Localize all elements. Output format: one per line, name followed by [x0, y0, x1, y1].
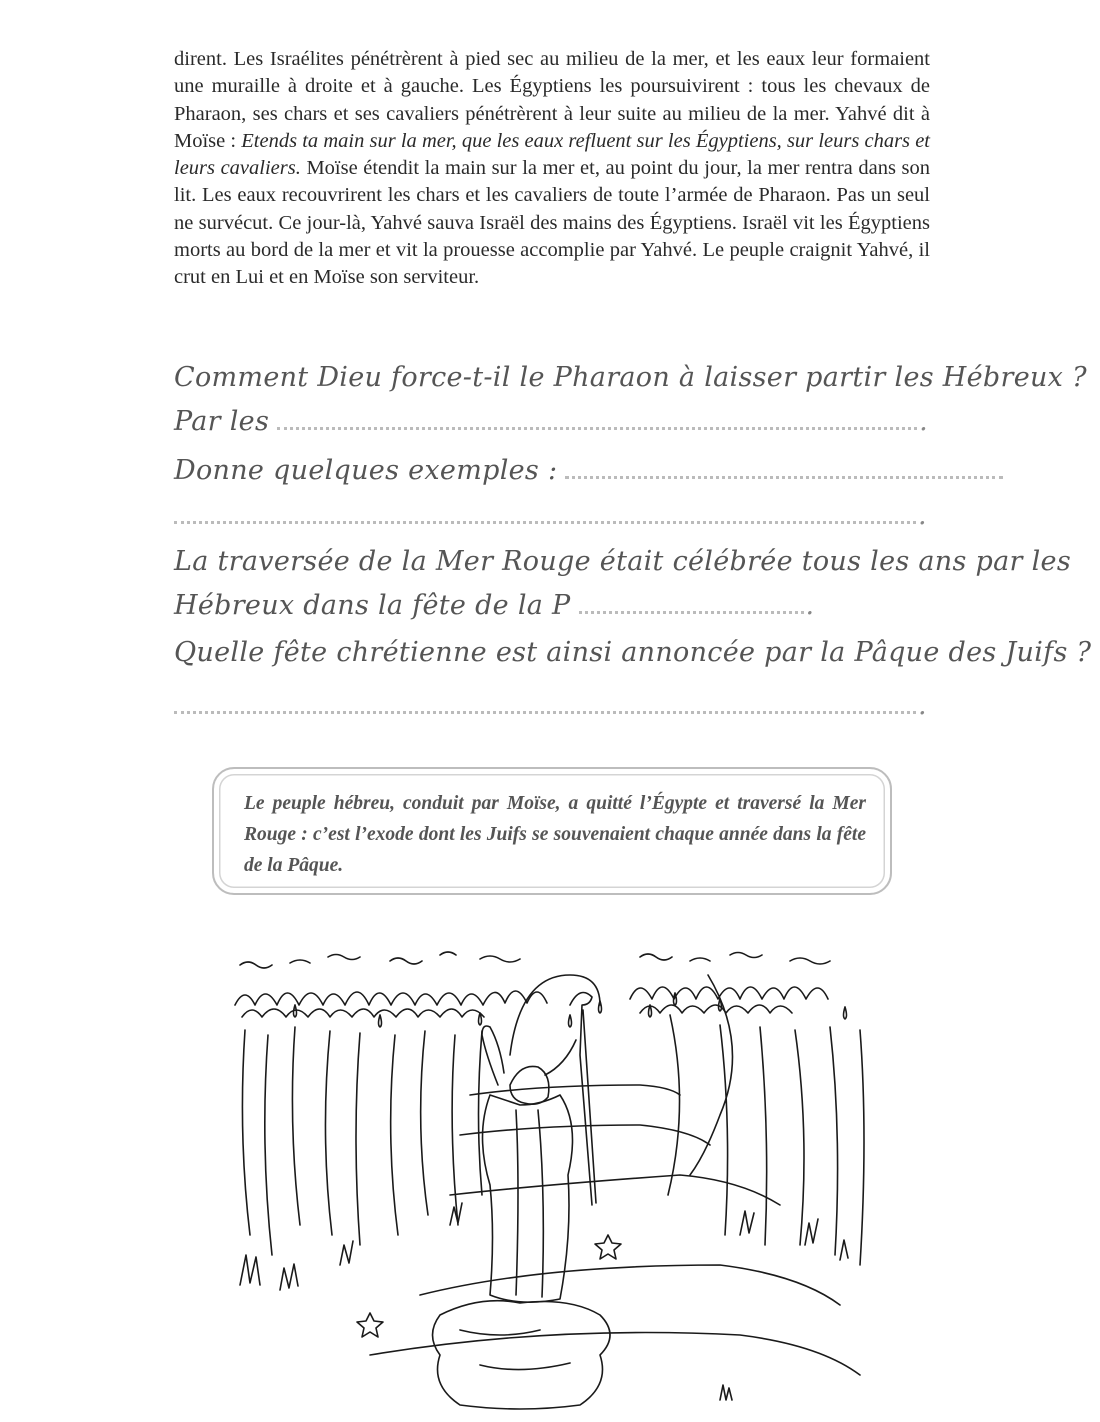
line-end-mark: .: [805, 590, 815, 621]
line-end-mark: .: [918, 690, 927, 721]
answer-line-4[interactable]: [174, 690, 934, 721]
question-2-text: Donne quelques exemples :: [174, 455, 558, 486]
question-3-line-1: La traversée de la Mer Rouge était célébrée tous les ans par les: [174, 546, 1071, 577]
answer-line-1[interactable]: [174, 406, 934, 437]
question-4: Quelle fête chrétienne est ainsi annoncée par la Pâque des Juifs ?: [174, 637, 1092, 668]
passage-text-start: dirent. Les Israélites pénétrèrent à pied sec au milieu de la mer, et les eaux leur formaient une muraille à droite et à gauche. Les Égyptiens les poursuivirent : tous les chevaux de Pharaon, ses chars et ses cavaliers pénétrèrent à leur suite au milieu de la mer. Yahvé dit à Moïse :: [174, 48, 930, 152]
question-3-text: Hébreux dans la fête de la P: [174, 590, 571, 621]
dotted-answer-line[interactable]: [277, 426, 917, 430]
moses-parting-red-sea-drawing-icon: [220, 935, 880, 1415]
answer-line-2[interactable]: [174, 500, 934, 531]
answer-prefix: Par les: [174, 406, 270, 437]
line-end-mark: .: [918, 500, 927, 531]
dotted-answer-line[interactable]: [174, 710, 916, 714]
question-1: Comment Dieu force-t-il le Pharaon à laisser partir les Hébreux ?: [174, 362, 1087, 393]
scripture-passage: [174, 46, 930, 292]
summary-text: Le peuple hébreu, conduit par Moïse, a quitté l’Égypte et traversé la Mer Rouge : c’est l’exode dont les Juifs se souvenaient chaque année dans la fête de la Pâque.: [244, 793, 866, 876]
question-3-line-2[interactable]: [174, 590, 934, 621]
dotted-answer-line[interactable]: [565, 475, 1003, 479]
passage-text-end: Moïse étendit la main sur la mer et, au point du jour, la mer rentra dans son lit. Les eaux recouvrirent les chars et les cavaliers de toute l’armée de Pharaon. Pas un seul ne survécut. Ce jour-là, Yahvé sauva Israël des mains des Égyptiens. Israël vit les Égyptiens morts au bord de la mer et vit la prouesse accomplie par Yahvé. Le peuple craignit Yahvé, il crut en Lui et en Moïse son serviteur.: [174, 157, 930, 289]
dotted-answer-line[interactable]: [174, 520, 916, 524]
question-2[interactable]: [174, 455, 934, 486]
passage-quote-italic: Etends ta main sur la mer, que les eaux refluent sur les Égyptiens, sur leurs chars et leurs cavaliers.: [174, 129, 930, 180]
line-end-mark: .: [919, 406, 929, 437]
summary-box: [212, 767, 892, 895]
dotted-answer-line[interactable]: [579, 610, 804, 614]
